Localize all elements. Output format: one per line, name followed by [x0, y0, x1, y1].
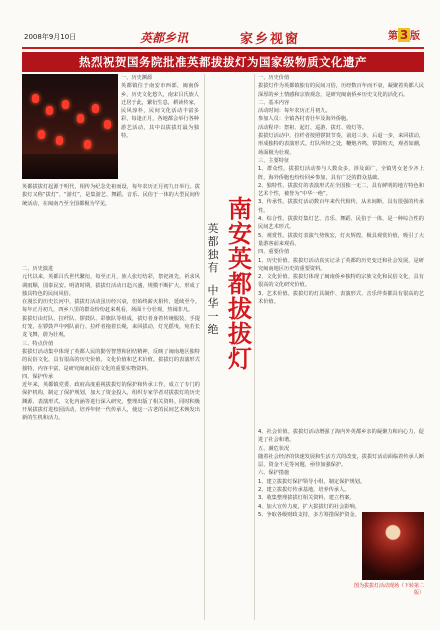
callout-title-char: 拔 — [228, 319, 252, 348]
headline-banner: 热烈祝贺国务院批准英都拔拔灯为国家级物质文化遗产 — [22, 52, 424, 72]
callout-sub-char: 有 — [207, 261, 219, 274]
page-prefix: 第 — [388, 31, 398, 42]
article-column-1-mid: 英都拔拔灯起源于明代，相传为纪念先祖而设，每年农历正月初九日举行。拔拔灯又称“拔灯”、“游灯”，是集游艺、舞蹈、音乐、民俗于一体的大型民间传统活动，在闽南乃至全国都极为罕见。 — [22, 184, 200, 207]
masthead-title: 英都乡讯 — [140, 31, 189, 45]
page-number-badge: 3 — [399, 28, 409, 42]
column-divider — [204, 74, 205, 620]
callout-title-char: 灯 — [228, 344, 252, 373]
page-number — [388, 27, 420, 42]
page-suffix: 版 — [410, 31, 420, 42]
callout-sub-right — [206, 284, 220, 336]
callout-title-char: 安 — [228, 219, 252, 248]
page-header — [22, 29, 424, 49]
photo-caption: 图为拔拔灯活动现场（下转第二版） — [353, 583, 424, 596]
callout-sub-char: 独 — [207, 248, 219, 261]
callout-title-char: 南 — [228, 194, 252, 223]
callout-sub-char: 中 — [207, 284, 219, 297]
callout-sub-char: 华 — [207, 297, 219, 310]
article-column-3-bottom: 4、社会价值。拔拔灯活动增强了海内外英都乡亲的凝聚力和向心力，促进了社会和谐。 五、濒危状况 随着社会经济的快速发展和生活方式的改变，拔拔灯活动面临着传承人断层、资金不足等问题，亟待加强保护。 六、保护措施 1、建立拔拔灯保护领导小组，制定保护规划。 2、建立拔拔灯传承基地，培养传承人。 3、收集整理拔拔灯相关资料，建立档案。 4、加大宣传力度，扩大拔拔灯的社会影响。 5、争取各级财政支持，多方筹措保护资金。 — [258, 429, 424, 518]
callout-title — [226, 196, 254, 371]
callout-title-char: 英 — [228, 244, 252, 273]
callout-sub-char: 都 — [207, 235, 219, 248]
section-title: 家乡视窗 — [240, 32, 301, 47]
callout-sub-char: 一 — [207, 310, 219, 323]
lantern-festival-photo — [22, 74, 118, 179]
article-column-1-top: 一、历史渊源 英都镇位于南安市西部，闽南侨乡，历史文化悠久，南宋吕氏族人迁居于此，繁衍生息，耕读传家，民风淳朴，民间文化活动丰富多彩，每逢正月，各地都会举行各种游艺活动，其中以拔拔灯最为独特。 — [121, 75, 199, 140]
column-divider — [254, 74, 255, 620]
issue-date: 2008年9月10日 — [24, 33, 77, 41]
callout-sub-char: 绝 — [207, 323, 219, 336]
callout-title-char: 拔 — [228, 294, 252, 323]
callout-sub-left — [206, 222, 220, 274]
callout-sub-char: 英 — [207, 222, 219, 235]
performer-photo — [362, 512, 424, 580]
article-column-3-top: 一、历史价值 拔拔灯作为英都镇独有的民间习俗，历经数百年而不衰，凝聚着英都人民深厚的乡土情感和宗族观念，是研究闽南侨乡历史文化的活化石。 二、基本内容 活动时间：每年农历正月初九。 参加人员：全镇各村青壮年及海外侨胞。 活动程序：祭祖、起灯、巡游、拔灯、收灯等。 拔拔灯活动中，拉纤者按照锣鼓节奏，前进三步，后退一步，来回拔动，形成独特的表演形式。灯队所经之处，鞭炮齐鸣，锣鼓喧天，观者如潮，场面极为壮观。 三、主要特征 1、群众性。拔拔灯活动参与人数众多，涉及面广，全镇男女老少齐上阵，海外侨胞也纷纷回乡参加，具有广泛的群众基础。 2、独特性。拔拔灯的表演形式在全国独一无二，具有鲜明的地方特色和艺术个性，被誉为“中华一绝”。 3、传承性。拔拔灯活动数百年来代代相传，从未间断，具有很强的传承性。 4、综合性。拔拔灯集灯艺、音乐、舞蹈、民俗于一体，是一种综合性的民间艺术形式。 5、观赏性。拔拔灯表演气势恢宏，灯火辉煌，极具观赏价值，吸引了大量游客前来观看。 四、重要价值 1、历史价值。拔拔灯活动真实记录了英都的历史变迁和社会发展，是研究闽南地区历史的重要资料。 2、文化价值。拔拔灯体现了闽南侨乡独特的宗族文化和民俗文化，具有很高的文化研究价值。 3、艺术价值。拔拔灯的灯具制作、表演形式、音乐伴奏都具有很高的艺术价值。 — [258, 75, 424, 306]
article-column-1-bottom: 二、历史演进 元代以来，英都吕氏世代繁衍，每至正月，族人张灯结彩，祭祀祖先，祈求风调雨顺，国泰民安。明清时期，拔拔灯活动日趋兴盛，规模不断扩大，形成了独具特色的民间风俗。 在漫长的历史长河中，拔拔灯活动虽历经兴衰，但始终薪火相传，延续至今。每年正月初九，四乡八里的群众纷纷赶来观看，场面十分壮观，热闹非凡。 拔拔灯由灯队、拉纤队、锣鼓队、彩旗队等组成，拔灯者身着传统服装，手提灯笼，在锣鼓声中列队前行。拉纤者拖着长绳，来回拔动，灯光摇曳，宛若长龙飞舞，蔚为壮观。 三、特点价值 拔拔灯活动集中体现了英都人民的勤劳智慧和团结精神，反映了闽南地区独特的民俗文化，具有很高的历史价值、文化价值和艺术价值。拔拔灯的表演形式独特，内容丰富，是研究闽南民俗文化的重要实物资料。 四、保护传承 近年来，英都镇党委、政府高度重视拔拔灯的保护和传承工作，成立了专门的保护机构，制定了保护规划，加大了资金投入，组织专家学者对拔拔灯的历史渊源、表演形式、文化内涵等进行深入研究，整理出版了相关资料。同时积极开展拔拔灯进校园活动，培养年轻一代传承人，使这一古老的民间艺术焕发出新的生机和活力。 — [22, 266, 200, 422]
callout-title-char: 都 — [228, 269, 252, 298]
